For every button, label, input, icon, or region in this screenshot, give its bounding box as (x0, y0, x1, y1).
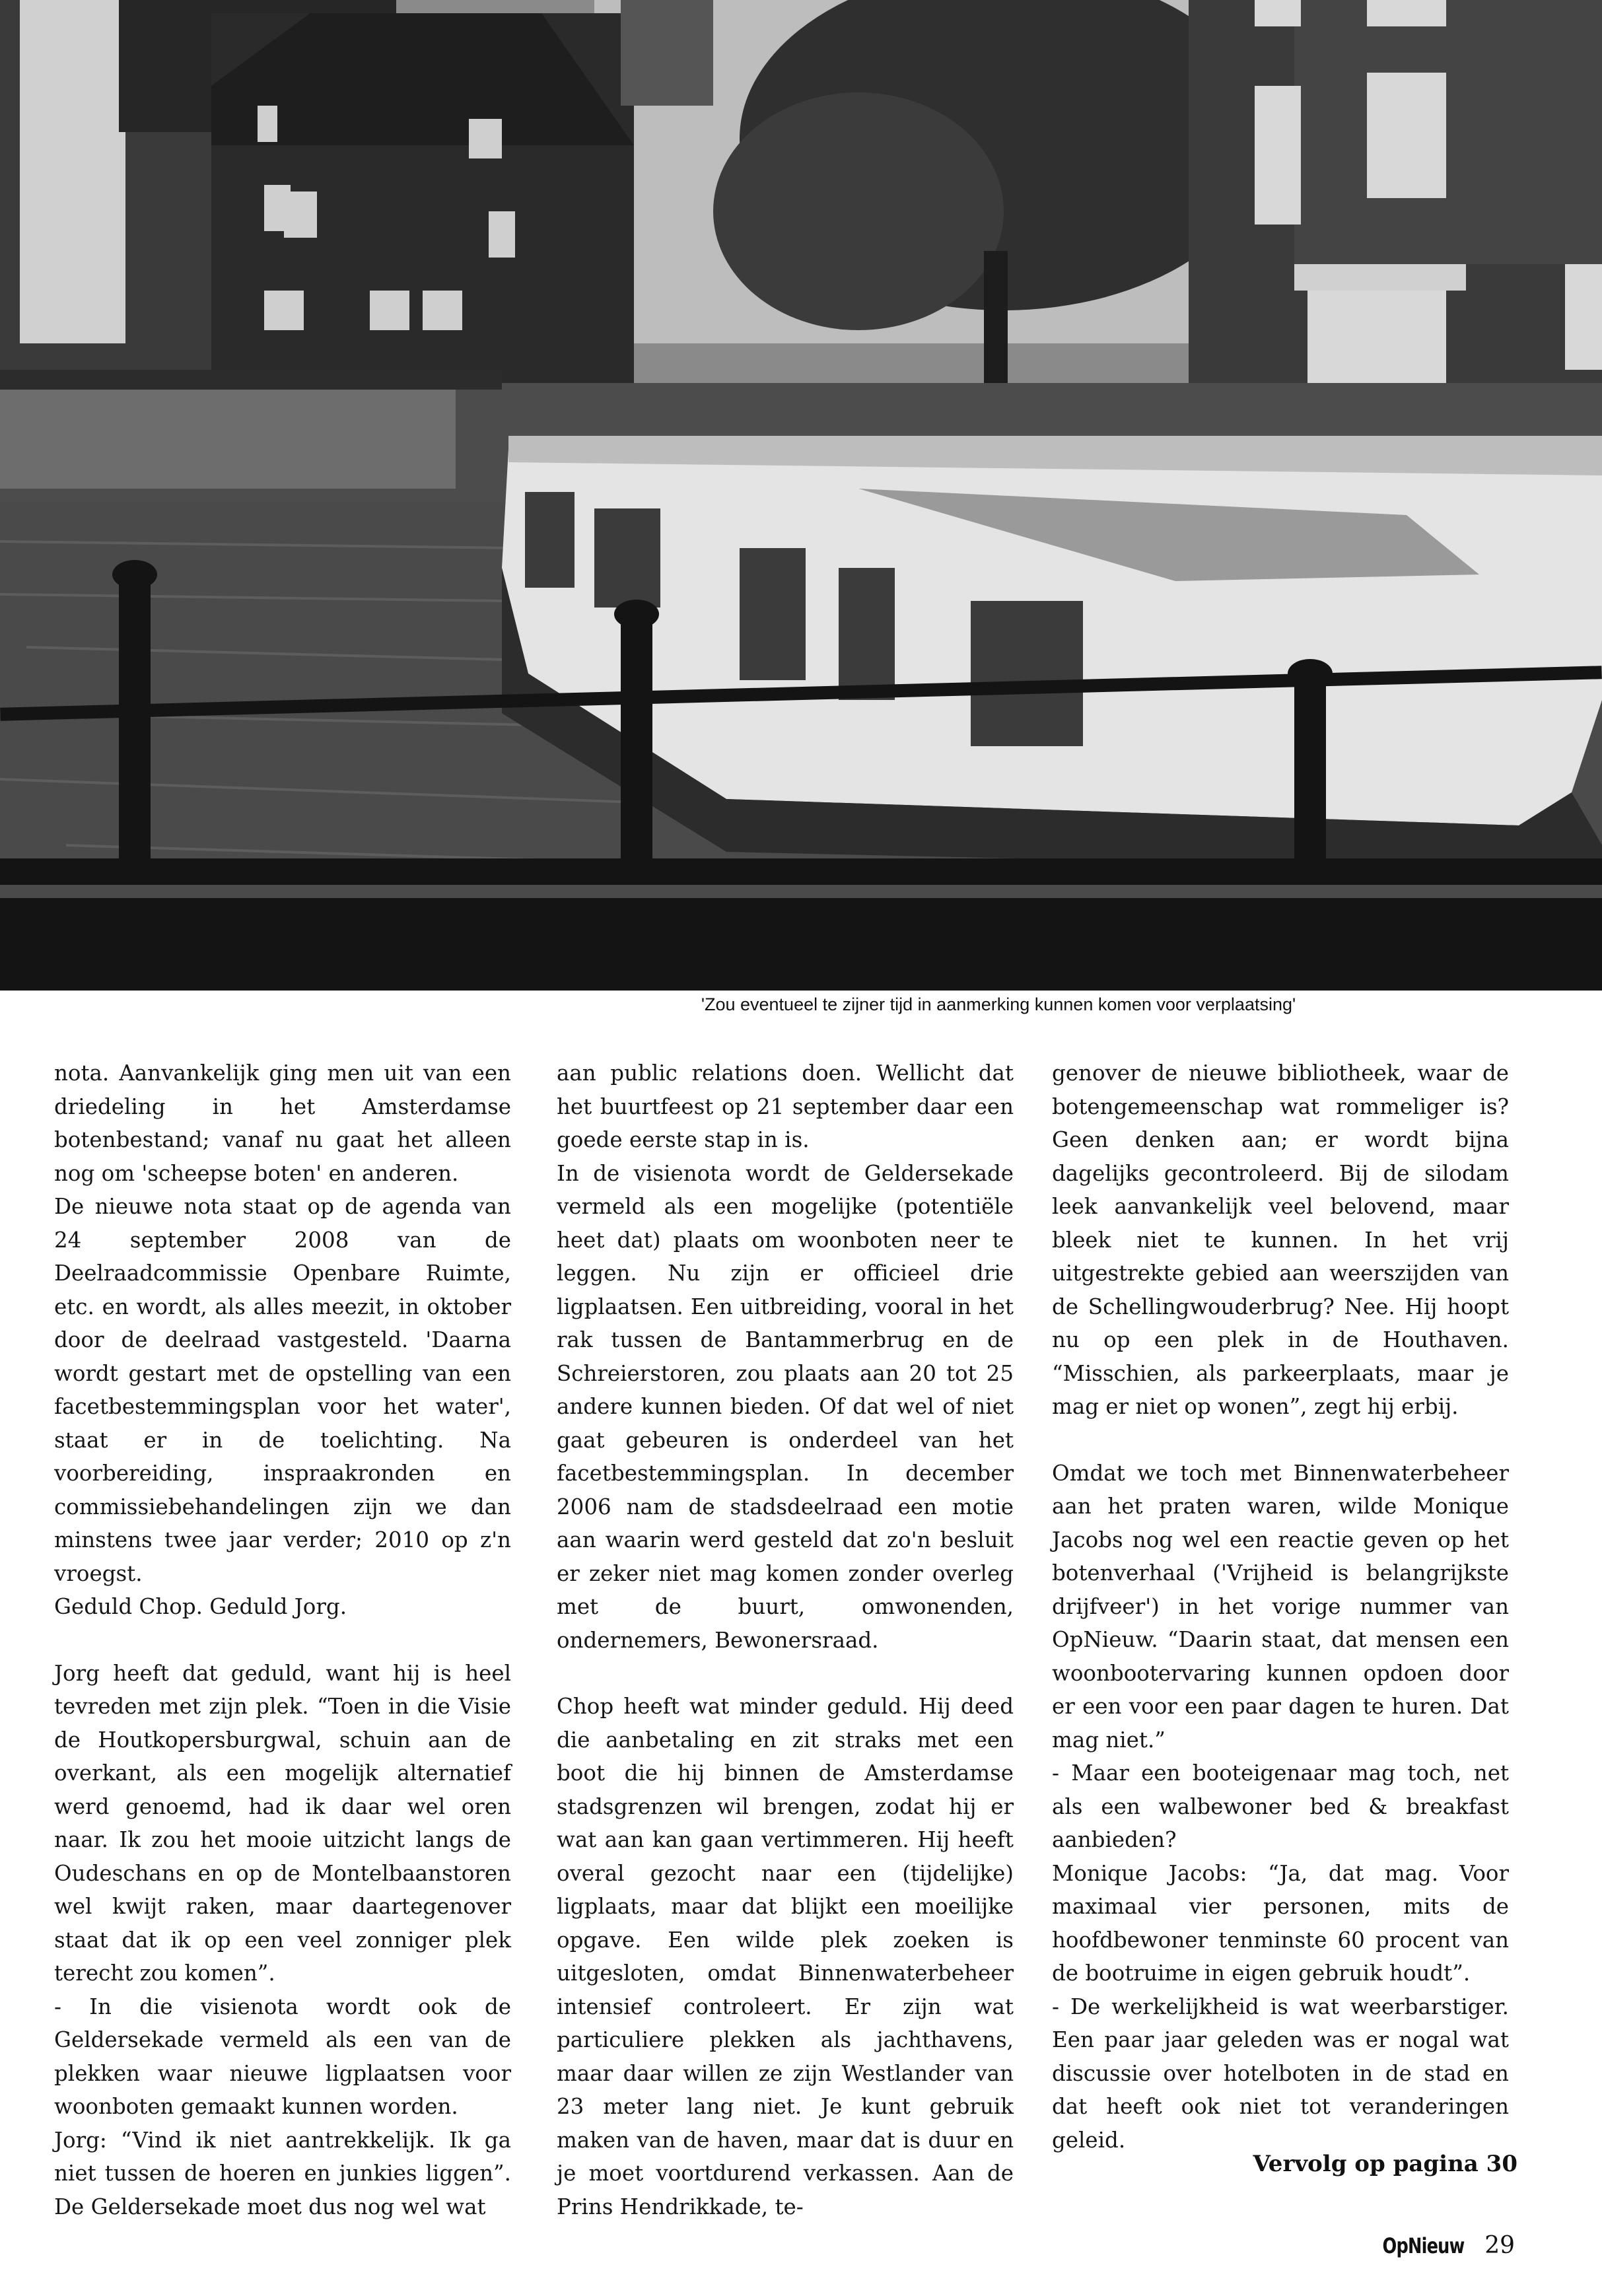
page-footer (1372, 2232, 1515, 2259)
paragraph: - Maar een booteigenaar mag toch, net als een walbewoner bed & breakfast aanbieden? (1052, 1760, 1509, 1852)
photo-illustration (0, 0, 1602, 991)
photo-caption: 'Zou eventueel te zijner tijd in aanmerking kunnen komen voor verplaatsing' (701, 994, 1296, 1014)
paragraph: In de visienota wordt de Geldersekade vermeld als een mogelijke (potentiële heet dat) plaats om woonboten neer te leggen. Nu zijn er officieel drie ligplaatsen. Een uitbreiding, vooral in het rak tussen de Bantammerbrug en de Schreierstoren, zou plaats aan 20 tot 25 andere kunnen bieden. Of dat wel of niet gaat gebeuren is onderdeel van het facetbestemmingsplan. In december 2006 nam de stadsdeelraad een motie aan waarin werd gesteld dat zo'n besluit er zeker niet mag komen zonder overleg met de buurt, omwonenden, ondernemers, Bewonersraad. (557, 1160, 1014, 1653)
magazine-logo: OpNieuw (1382, 2233, 1465, 2258)
article-column-3 (1052, 1057, 1509, 2157)
paragraph: Jorg: “Vind ik niet aantrekkelijk. Ik ga niet tussen de hoeren en junkies liggen”. De Geldersekade moet dus nog wel wat (54, 2127, 511, 2219)
page-number: 29 (1484, 2232, 1515, 2259)
paragraph: - De werkelijkheid is wat weerbarstiger. Een paar jaar geleden was er nogal wat discussie over hotelboten in de stad en dat heeft ook niet tot veranderingen geleid. (1052, 1994, 1509, 2153)
article-column-2 (557, 1057, 1014, 2223)
paragraph: - In die visienota wordt ook de Geldersekade vermeld als een van de plekken waar nieuwe ligplaatsen voor woonboten gemaakt kunnen worden. (54, 1994, 511, 2119)
paragraph: aan public relations doen. Wellicht dat het buurtfeest op 21 september daar een goede eerste stap in is. (557, 1061, 1014, 1152)
paragraph: De nieuwe nota staat op de agenda van 24 september 2008 van de Deelraadcommissie Openbare Ruimte, etc. en wordt, als alles meezit, in oktober door de deelraad vastgesteld. 'Daarna wordt gestart met de opstelling van een facetbestemmingsplan voor het water', staat er in de toelichting. Na voorbereiding, inspraakronden en commissiebehandelingen zijn we dan minstens twee jaar verder; 2010 op z'n vroegst. (54, 1194, 511, 1586)
paragraph: Omdat we toch met Binnenwaterbeheer aan het praten waren, wilde Monique Jacobs nog wel een reactie geven op het botenverhaal ('Vrijheid is belangrijkste drijfveer') in het vorige nummer van OpNieuw. “Daarin staat, dat mensen een woonbootervaring kunnen opdoen door er een voor een paar dagen te huren. Dat mag niet.” (1052, 1460, 1509, 1753)
paragraph: genover de nieuwe bibliotheek, waar de botengemeenschap wat rommeliger is? Geen denken aan; er wordt bijna dagelijks gecontroleerd. Bij de silodam leek aanvankelijk veel belovend, maar bleek niet te kunnen. In het vrij uitgestrekte gebied aan weerszijden van de Schellingwouderbrug? Nee. Hij hoopt nu op een plek in de Houthaven. “Misschien, als parkeerplaats, maar je mag er niet op wonen”, zegt hij erbij. (1052, 1061, 1509, 1419)
article-column-1 (54, 1057, 511, 2223)
paragraph: Chop heeft wat minder geduld. Hij deed die aanbetaling en zit straks met een boot die hij binnen de Amsterdamse stadsgrenzen wil brengen, zodat hij er wat aan kan gaan vertimmeren. Hij heeft overal gezocht naar een (tijdelijke) ligplaats, maar dat blijkt een moeilijke opgave. Een wilde plek zoeken is uitgesloten, omdat Binnenwaterbeheer intensief controleert. Er zijn wat particuliere plekken als jachthavens, maar daar willen ze zijn Westlander van 23 meter lang niet. Je kunt gebruik maken van de haven, maar dat is duur en je moet voortdurend verkassen. Aan de Prins Hendrikkade, te- (557, 1694, 1014, 2219)
paragraph: Jorg heeft dat geduld, want hij is heel tevreden met zijn plek. “Toen in die Visie de Houtkopersburgwal, schuin aan de overkant, als een mogelijk alternatief werd genoemd, had ik daar wel oren naar. Ik zou het mooie uitzicht langs de Oudeschans en op de Montelbaanstoren wel kwijt raken, maar daartegenover staat dat ik op een veel zonniger plek terecht zou komen”. (54, 1660, 511, 1986)
paragraph: Geduld Chop. Geduld Jorg. (54, 1594, 347, 1619)
continued-on-page: Vervolg op pagina 30 (1253, 2151, 1517, 2177)
paragraph: Monique Jacobs: “Ja, dat mag. Voor maximaal vier personen, mits de hoofdbewoner tenminste 60 procent van de bootruime in eigen gebruik houdt”. (1052, 1860, 1509, 1986)
canal-houseboat-photo (0, 0, 1602, 991)
paragraph: nota. Aanvankelijk ging men uit van een driedeling in het Amsterdamse botenbestand; vanaf nu gaat het alleen nog om 'scheepse boten' en anderen. (54, 1061, 511, 1186)
